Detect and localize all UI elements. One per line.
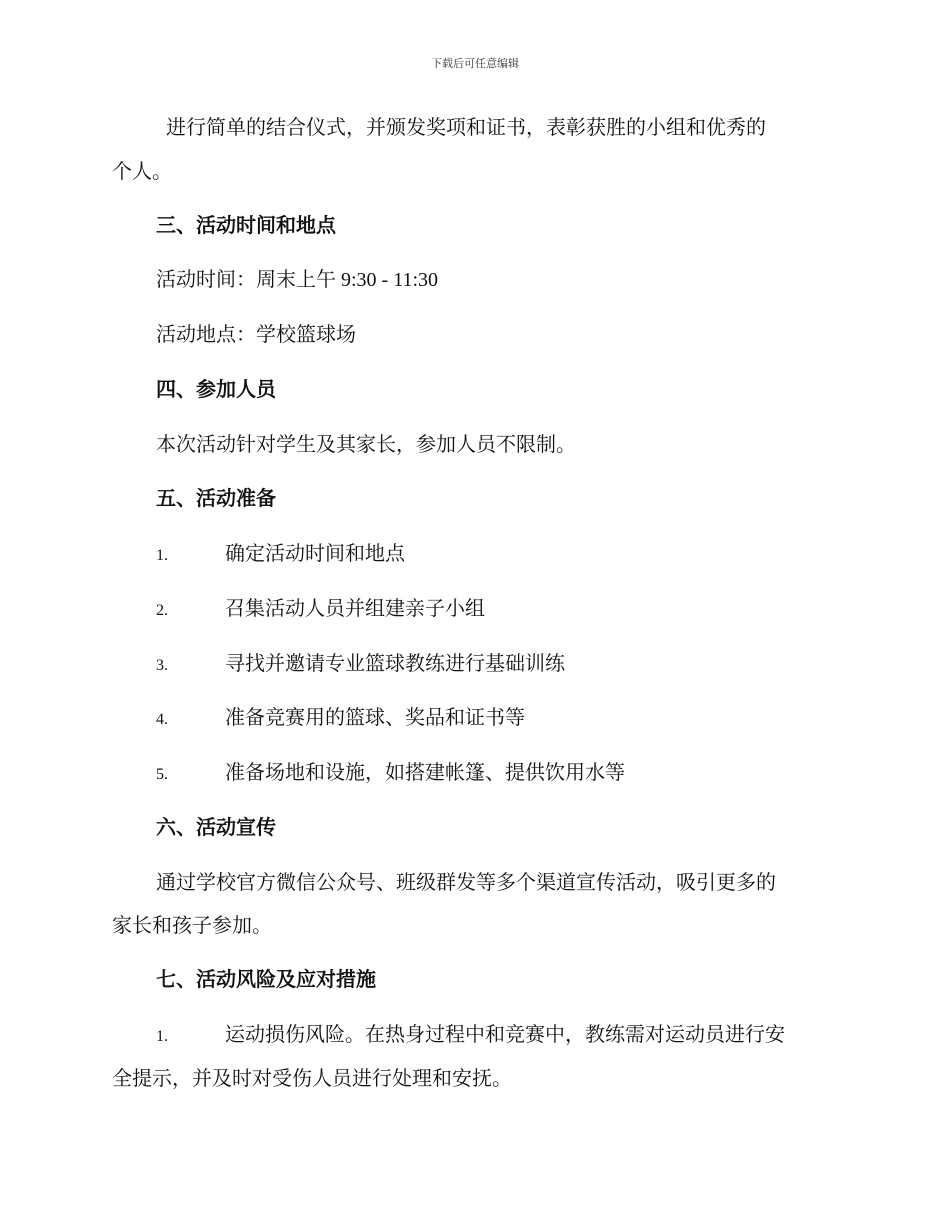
page-header-note: 下载后可任意编辑 bbox=[431, 57, 519, 70]
list-item bbox=[156, 594, 485, 625]
intro-line-2: 个人。 bbox=[112, 159, 172, 183]
promotion-line-2: 家长和孩子参加。 bbox=[112, 913, 272, 937]
list-item-text: 准备场地和设施，如搭建帐篷、提供饮用水等 bbox=[225, 760, 625, 784]
activity-time bbox=[156, 265, 438, 294]
list-item-text: 寻找并邀请专业篮球教练进行基础训练 bbox=[225, 651, 565, 675]
section-7-heading: 七、活动风险及应对措施 bbox=[156, 967, 376, 991]
intro-line-1: 进行简单的结合仪式，并颁发奖项和证书，表彰获胜的小组和优秀的 bbox=[166, 115, 766, 139]
list-item bbox=[156, 539, 405, 570]
activity-time-label: 活动时间：周末上午 bbox=[156, 267, 336, 291]
list-item-number: 3. bbox=[156, 657, 168, 674]
list-item-number: 4. bbox=[156, 711, 168, 728]
list-item-text: 运动损伤风险。在热身过程中和竞赛中，教练需对运动员进行安 bbox=[225, 1022, 785, 1046]
participants-text: 本次活动针对学生及其家长，参加人员不限制。 bbox=[156, 432, 576, 456]
list-item-text: 准备竞赛用的篮球、奖品和证书等 bbox=[225, 705, 525, 729]
list-item bbox=[156, 703, 525, 734]
section-4-heading: 四、参加人员 bbox=[156, 377, 276, 401]
activity-time-value: 9:30 - 11:30 bbox=[336, 269, 439, 291]
list-item-number: 5. bbox=[156, 766, 168, 783]
list-item-number: 1. bbox=[156, 1028, 168, 1045]
section-5-heading: 五、活动准备 bbox=[156, 486, 276, 510]
activity-place: 活动地点：学校篮球场 bbox=[156, 322, 356, 346]
list-item-number: 2. bbox=[156, 602, 168, 619]
list-item bbox=[156, 649, 565, 680]
risk-item-line-1 bbox=[156, 1020, 785, 1051]
list-item bbox=[156, 758, 625, 789]
risk-item-line-2: 全提示，并及时对受伤人员进行处理和安抚。 bbox=[112, 1066, 512, 1090]
list-item-text: 确定活动时间和地点 bbox=[225, 541, 405, 565]
promotion-line-1: 通过学校官方微信公众号、班级群发等多个渠道宣传活动，吸引更多的 bbox=[156, 870, 776, 894]
section-3-heading: 三、活动时间和地点 bbox=[156, 213, 336, 237]
list-item-text: 召集活动人员并组建亲子小组 bbox=[225, 596, 485, 620]
section-6-heading: 六、活动宣传 bbox=[156, 815, 276, 839]
list-item-number: 1. bbox=[156, 547, 168, 564]
